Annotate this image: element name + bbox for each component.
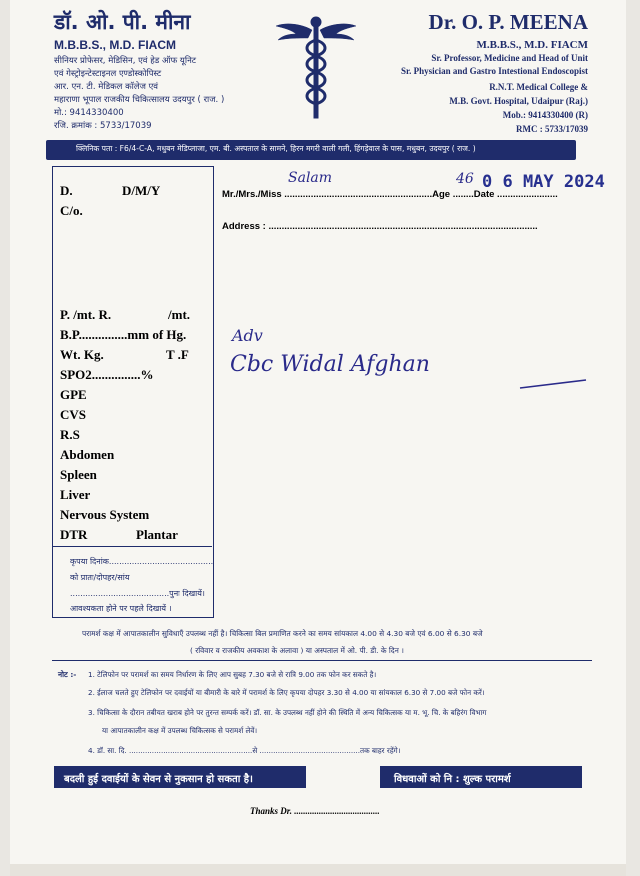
hospital-english: M.B. Govt. Hospital, Udaipur (Raj.)	[449, 96, 588, 106]
college-english: R.N.T. Medical College &	[489, 82, 588, 92]
thanks-line: Thanks Dr. ......................................	[250, 806, 380, 816]
patient-age-handwritten: 46	[456, 171, 474, 187]
doctor-name-hindi: डॉ. ओ. पी. मीना	[54, 10, 191, 34]
note-2: 2. ईलाज चलते हुए टेलिफोन पर दवाईयों या बीमारी के बारे में परामर्श के लिए कृपया दोपहर 3.30 से 4.00 या सांयकाल 6.30 से 7.00 बजे फोन करें।	[88, 688, 485, 697]
caduceus-icon	[274, 14, 358, 122]
prescription-sheet	[10, 0, 626, 876]
exam-field-complaint: C/o.	[60, 203, 83, 218]
exam-field-date: D.	[60, 183, 73, 198]
designation-hindi-2: एवं गेस्ट्रोइन्टेस्टाइनल एण्डोस्कोपिस्ट	[54, 69, 162, 79]
exam-field-dtr: DTR	[60, 527, 88, 542]
handwritten-stroke	[518, 376, 590, 392]
mobile-english: Mob.: 9414330400 (R)	[502, 110, 588, 120]
registration-hindi: रजि. क्रमांक : 5733/17039	[54, 121, 152, 131]
doctor-name-english: Dr. O. P. MEENA	[428, 10, 588, 34]
tests-handwritten: Cbc Widal Afghan	[230, 352, 430, 377]
exam-field-nervous: Nervous System	[60, 507, 150, 522]
designation-hindi-1: सीनियर प्रोफेसर, मेडिसिन, एवं हेड ऑफ यूनिट	[54, 56, 197, 66]
exam-field-resp-unit: /mt.	[168, 307, 191, 322]
exam-field-spleen: Spleen	[60, 467, 97, 482]
exam-field-plantar: Plantar	[136, 527, 178, 542]
exam-field-gpe: GPE	[60, 387, 87, 402]
designation-english-1: Sr. Professor, Medicine and Head of Unit	[431, 53, 588, 63]
degree-right: M.B.B.S., M.D. FIACM	[476, 39, 588, 51]
exam-divider	[52, 546, 212, 547]
followup-early: आवश्यकता होने पर पहले दिखायें ।	[70, 604, 172, 613]
note-4: 4. डॉ. सा. दि. ......................................................से ............................................तक बाहर रहेंगे।	[88, 746, 401, 755]
date-stamp: 0 6 MAY 2024	[482, 172, 605, 192]
exam-field-rs: R.S	[60, 427, 80, 442]
section-divider	[52, 660, 592, 661]
rmc-number: RMC : 5733/17039	[516, 124, 588, 134]
patient-name-line: Mr./Mrs./Miss ........................................................Age ........Date .......................	[222, 189, 558, 200]
bottom-strip	[10, 864, 626, 876]
note-3: 3. चिकित्सा के दौरान तबीयत खराब होने पर तुरन्त सम्पर्क करें। डॉ. सा. के उपलब्ध नहीं होने की स्थिति में अन्य चिकित्सक या म. भू. चि. के बहिरंग विभाग	[88, 708, 487, 717]
note-3-continued: या आपातकालीन कक्ष में उपलब्ध चिकित्सक से परामर्श लेवें।	[102, 726, 258, 735]
followup-date: कृपया दिनांक.........................................	[70, 557, 214, 566]
notes-prefix: नोट :-	[58, 670, 77, 679]
exam-field-liver: Liver	[60, 487, 91, 502]
exam-field-abdomen: Abdomen	[60, 447, 115, 462]
exam-field-pulse: P. /mt. R.	[60, 307, 112, 322]
degree-left: M.B.B.S., M.D. FIACM	[54, 38, 176, 52]
advice-handwritten: Adv	[232, 326, 263, 345]
mobile-hindi: मो.: 9414330400	[54, 108, 124, 118]
warning-text: बदली हुई दवाईयों के सेवन से नुकसान हो सकता है।	[64, 774, 253, 785]
clinic-address: क्लिनिक पता : F6/4-C-A, मधुबन मेडिप्लाजा, एम. बी. अस्पताल के सामने, हिरन मगरी वाली गली, हिंगड़ेवाल के पास, मधुबन, उदयपुर ( राज. )	[76, 144, 476, 153]
followup-time: को प्रातः/दोपहर/सांय	[70, 573, 130, 582]
designation-english-2: Sr. Physician and Gastro Intestional Endoscopist	[400, 66, 588, 76]
free-consult-text: विधवाओं को नि : शुल्क परामर्श	[394, 774, 511, 785]
exam-field-date-format: D/M/Y	[122, 183, 161, 198]
exam-field-bp: B.P...............mm of Hg.	[60, 327, 187, 342]
patient-name-handwritten: Salam	[288, 170, 333, 186]
exam-field-weight: Wt. Kg.	[60, 347, 104, 362]
college-hindi: आर. एन. टी. मेडिकल कॉलेज एवं	[54, 82, 159, 92]
followup-revisit: .......................................पुनः दिखायें।	[70, 589, 205, 598]
emergency-notice: परामर्श कक्ष में आपातकालीन सुविधाएँ उपलब्ध नहीं है। चिकित्सा बिल प्रमाणित करने का समय सांयकाल 4.00 से 4.30 बजे एवं 6.00 से 6.30 बजे	[82, 629, 483, 638]
exam-field-spo2: SPO2...............%	[60, 367, 154, 382]
exam-field-temp: T .F	[166, 347, 189, 362]
hospital-hindi: महाराणा भूपाल राजकीय चिकित्सालय उदयपुर ( राज. )	[54, 95, 225, 105]
emergency-notice-2: ( रविवार व राजकीय अवकाश के अलावा ) या अस्पताल में ओ. पी. डी. के दिन ।	[190, 646, 404, 655]
exam-field-cvs: CVS	[60, 407, 87, 422]
note-1: 1. टेलिफोन पर परामर्श का समय निर्धारण के लिए आप सुबह 7.30 बजे से रात्रि 9.00 तक फोन कर सकते है।	[88, 670, 377, 679]
patient-address-line: Address : ......................................................................................................	[222, 221, 538, 232]
